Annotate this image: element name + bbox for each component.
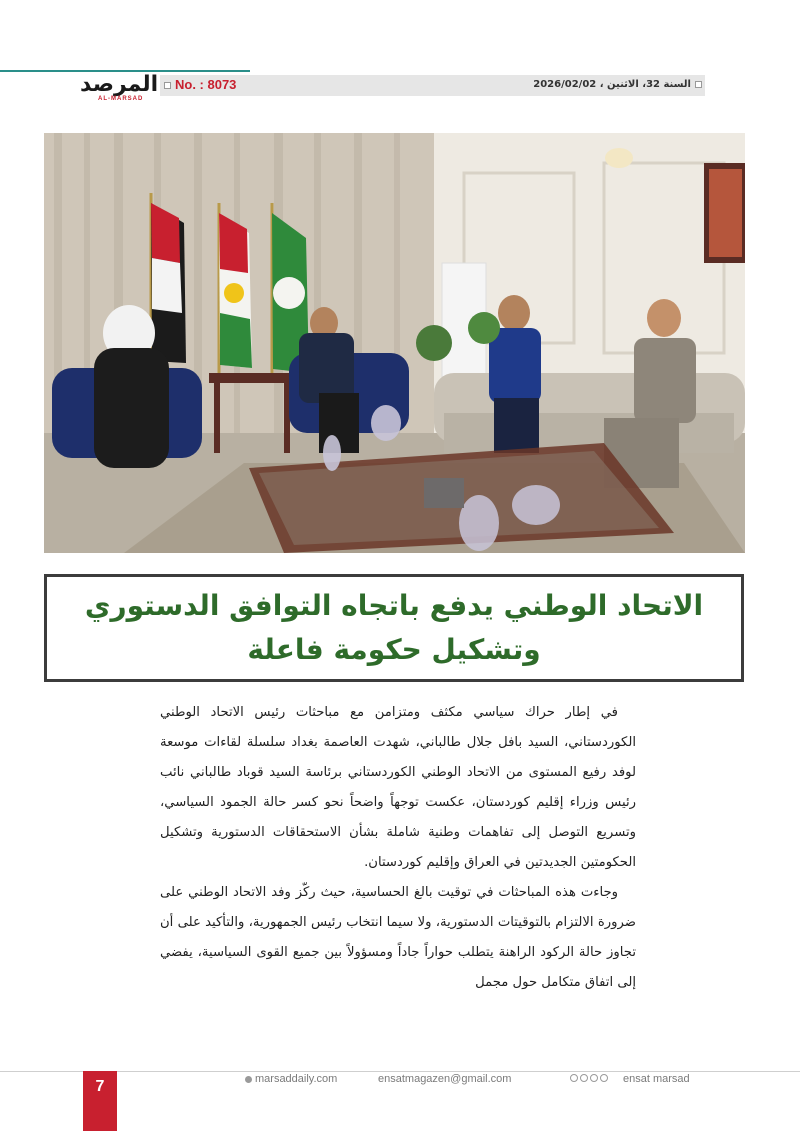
logo-arabic: المرصد	[80, 72, 159, 97]
social-icons	[570, 1074, 608, 1082]
issue-date	[533, 79, 702, 90]
globe-icon	[245, 1076, 252, 1083]
article-paragraph-2: وجاءت هذه المباحثات في توقيت بالغ الحساسية، حيث ركّز وفد الاتحاد الوطني على ضرورة الالتزام بالتوقيتات الدستورية، ولا سيما انتخاب رئيس الجمهورية، والتأكيد على أن تجاوز حالة الركود الراهنة يتطلب حواراً جاداً ومسؤولاً بين جميع القوى السياسية، يفضي إلى اتفاق متكامل حول مجمل	[160, 885, 636, 990]
youtube-icon[interactable]	[600, 1074, 608, 1082]
article-body	[160, 698, 636, 998]
facebook-icon[interactable]	[570, 1074, 578, 1082]
headline-box	[44, 574, 744, 682]
footer-website[interactable]	[245, 1073, 337, 1085]
issue-date-text: السنة 32، الاثنين ، 2026/02/02	[533, 79, 691, 90]
twitter-icon[interactable]	[580, 1074, 588, 1082]
article-paragraph-1: في إطار حراك سياسي مكثف ومتزامن مع مباحثات رئيس الاتحاد الوطني الكوردستاني، السيد بافل جلال طالباني، شهدت العاصمة بغداد سلسلة لقاءات موسعة لوفد رفيع المستوى من الاتحاد الوطني الكوردستاني برئاسة السيد قوباد طالباني نائب رئيس وزراء إقليم كوردستان، عكست توجهاً واضحاً نحو كسر حالة الجمود السياسي، وتسريع التوصل إلى تفاهمات وطنية شاملة بشأن الاستحقاقات الدستورية وتشكيل الحكومتين الجديدتين في العراق وإقليم كوردستان.	[160, 705, 636, 870]
footer-rule	[0, 1071, 800, 1072]
footer-website-text[interactable]: marsaddaily.com	[255, 1073, 338, 1085]
article-photo	[44, 133, 745, 553]
logo-latin: AL-MARSAD	[98, 96, 144, 102]
square-bullet-icon	[695, 81, 702, 88]
headline-line-1: الاتحاد الوطني يدفع باتجاه التوافق الدستوري	[84, 589, 704, 622]
issue-number-text: No. : 8073	[175, 77, 237, 92]
footer-email[interactable]: ensatmagazen@gmail.com	[378, 1073, 512, 1085]
square-bullet-icon	[164, 82, 171, 89]
page-number: 7	[95, 1078, 105, 1095]
headline-line-2: وتشكيل حكومة فاعلة	[247, 633, 541, 666]
masthead-logo[interactable]	[80, 72, 160, 102]
headline	[85, 584, 703, 672]
issue-number	[164, 77, 236, 92]
footer-social-handle[interactable]: ensat marsad	[623, 1073, 690, 1085]
instagram-icon[interactable]	[590, 1074, 598, 1082]
